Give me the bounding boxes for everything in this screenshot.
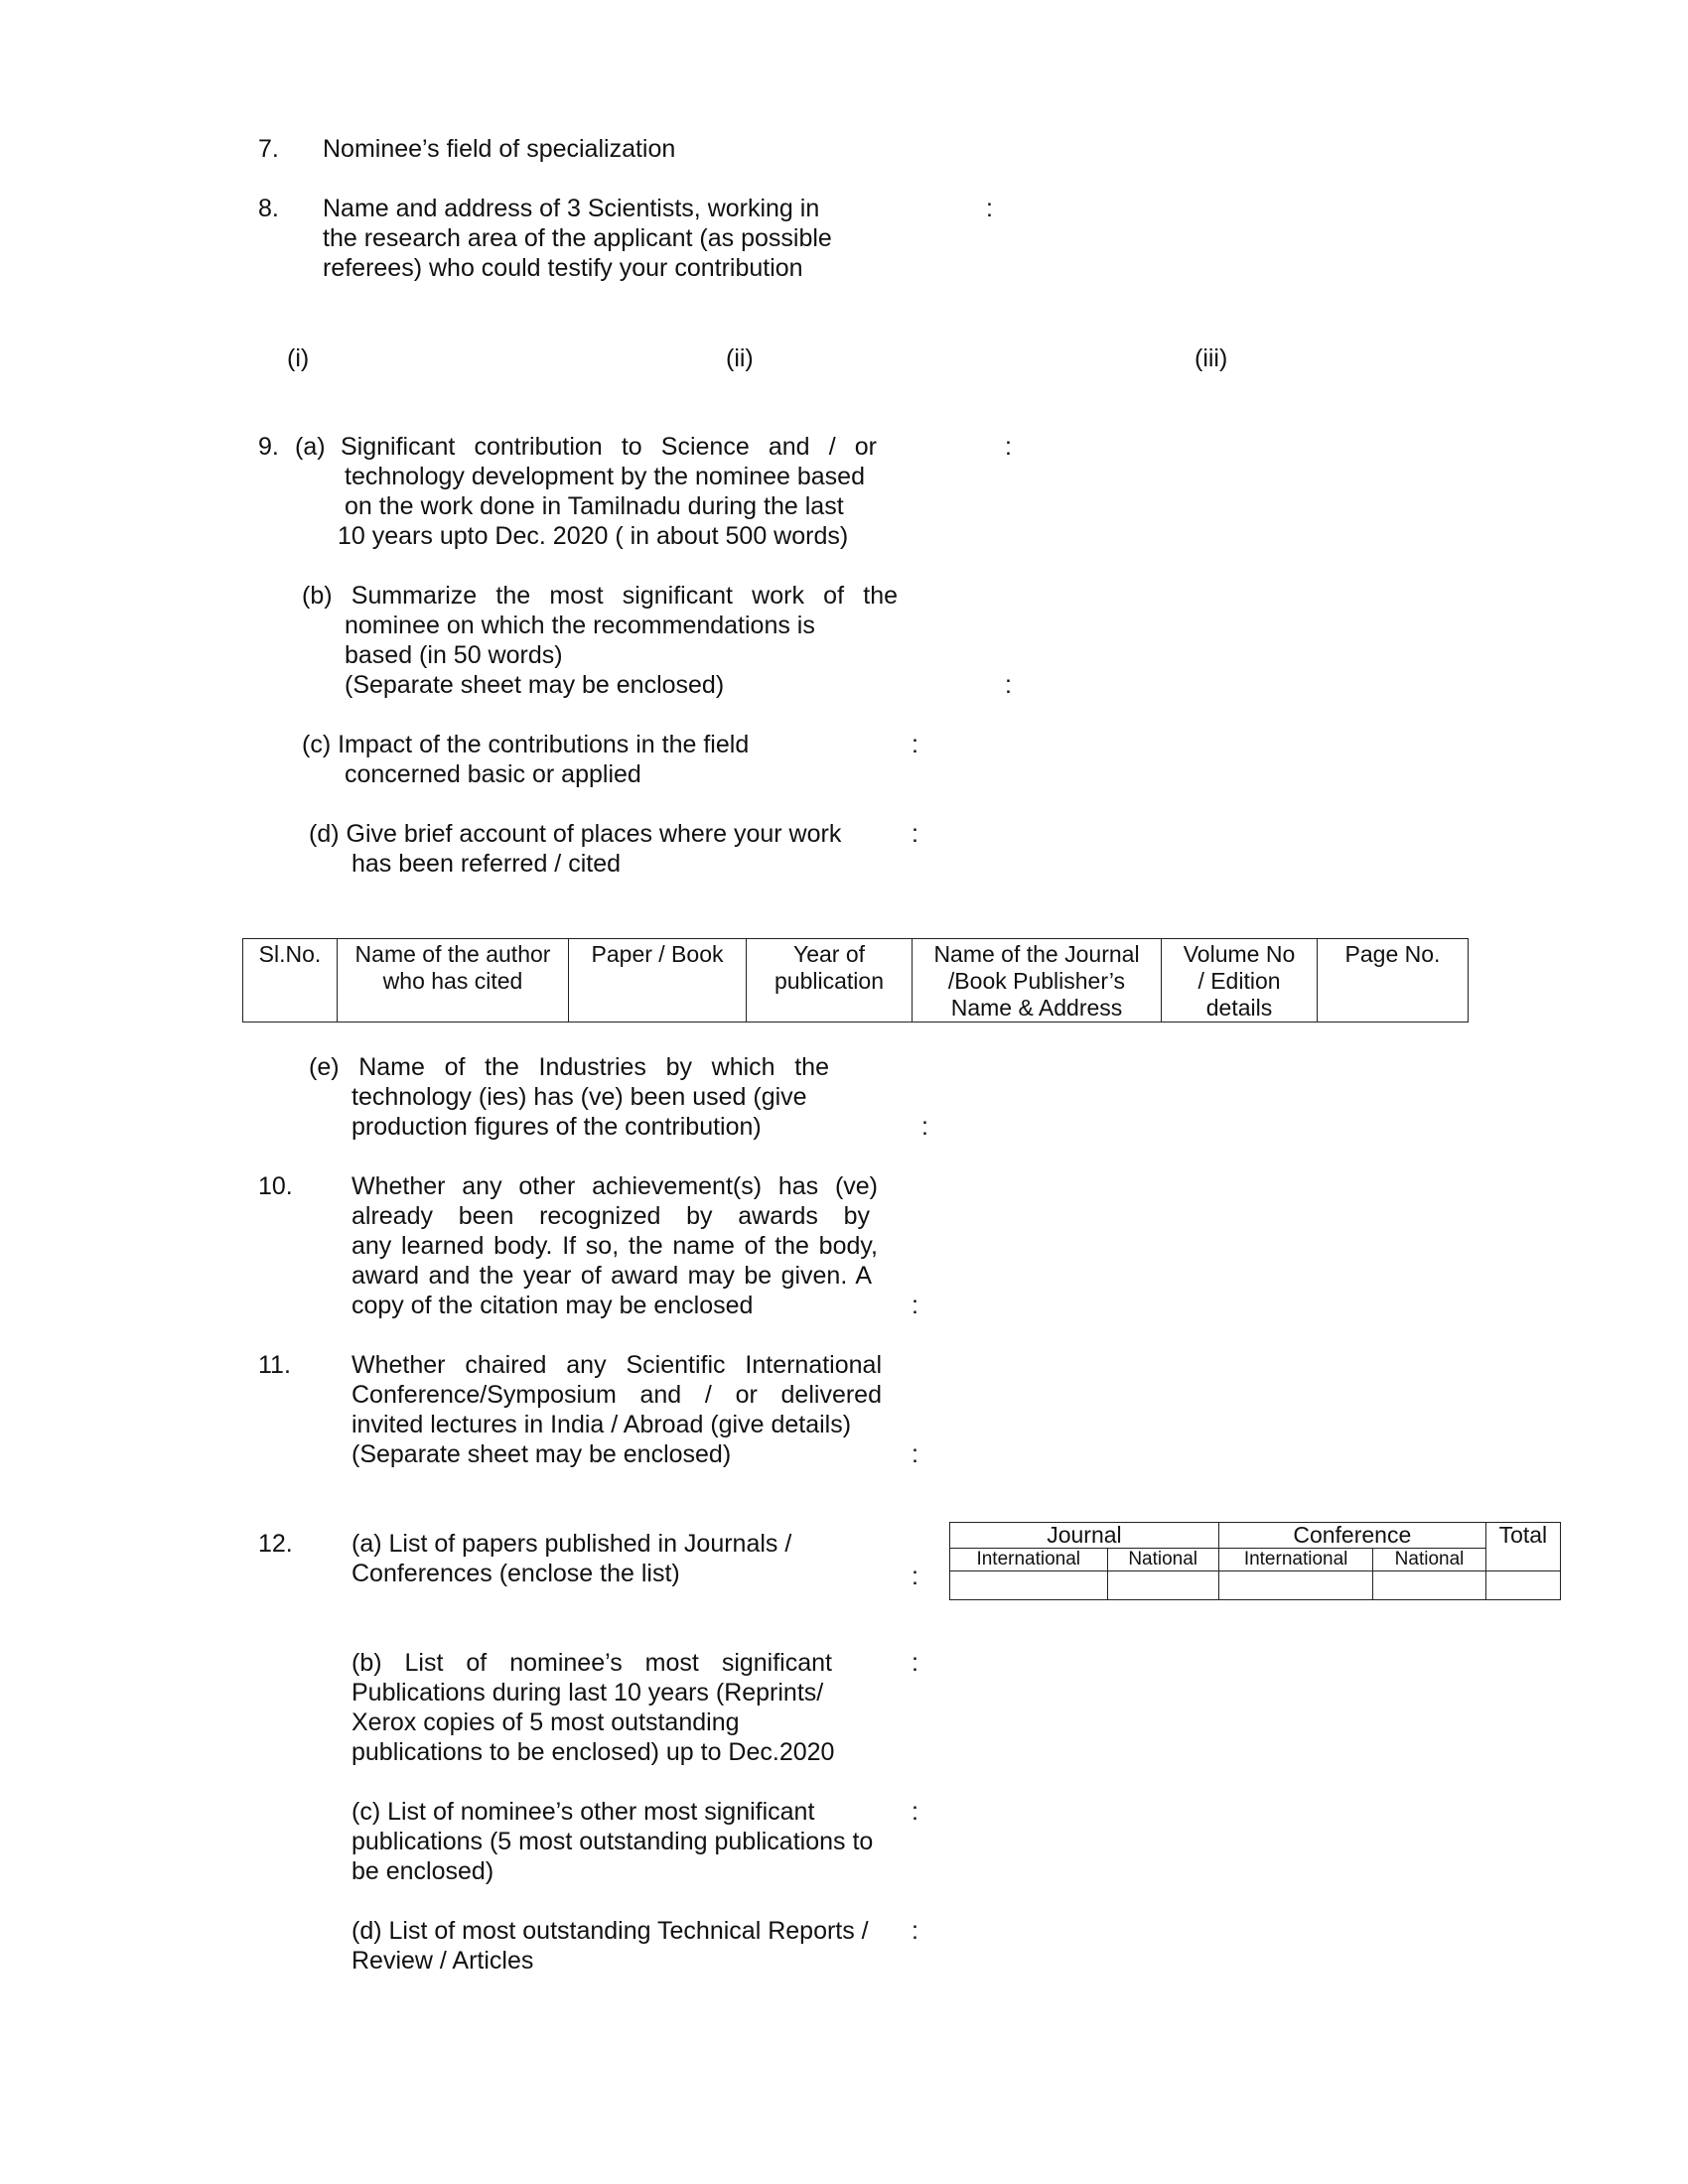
item-10-number: 10. (258, 1172, 293, 1200)
item-9b-label: (b) Summarize the most significant work of the nominee on which the recommendations is based (in 50 words) (Separate sheet may be enclosed) (302, 582, 898, 699)
item-12-number: 12. (258, 1530, 293, 1558)
item-9c-colon: : (912, 731, 918, 758)
item-9e-label: (e) Name of the Industries by which the technology (ies) has (ve) been used (give production figures of the contribution) (309, 1053, 829, 1141)
header-conference-group: Conference (1218, 1523, 1485, 1549)
header-conference-international: International (1218, 1549, 1373, 1571)
item-7-number: 7. (258, 135, 279, 163)
journal-national-cell[interactable] (1107, 1571, 1218, 1600)
item-10-label: Whether any other achievement(s) has (ve) already been recognized by awards by any learned body. If so, the name of the body, award and the year of award may be given. A copy of the citation may be enclosed (352, 1172, 878, 1319)
item-12c-label: (c) List of nominee’s other most significant publications (5 most outstanding publications to be enclosed) (352, 1798, 874, 1885)
total-cell[interactable] (1485, 1571, 1560, 1600)
publication-table-subheader-row (950, 1549, 1561, 1571)
item-9a-colon: : (1005, 433, 1012, 461)
item-10-colon: : (912, 1292, 918, 1319)
item-9e-colon: : (921, 1113, 928, 1141)
conference-international-cell[interactable] (1218, 1571, 1373, 1600)
item-9-number: 9. (258, 433, 279, 461)
citation-table (242, 938, 1469, 1023)
item-8-number: 8. (258, 195, 279, 222)
header-page-no: Page No. (1318, 939, 1469, 1023)
item-9d-colon: : (912, 820, 918, 848)
item-12b-label: (b) List of nominee’s most significant Publications during last 10 years (Reprints/ Xerox copies of 5 most outstanding publications to be enclosed) up to Dec.2020 (352, 1649, 835, 1766)
header-paper-book: Paper / Book (569, 939, 747, 1023)
header-author: Name of the author who has cited (338, 939, 569, 1023)
item-9a-label: Significant contribution to Science and / or technology development by the nominee based on the work done in Tamilnadu during the last 10 years upto Dec. 2020 ( in about 500 words) (338, 433, 877, 550)
header-total: Total (1485, 1523, 1560, 1571)
item-9d-label: (d) Give brief account of places where your work has been referred / cited (309, 820, 842, 878)
header-conference-national: National (1373, 1549, 1485, 1571)
publication-table-group-row (950, 1523, 1561, 1549)
header-sl-no: Sl.No. (243, 939, 338, 1023)
item-12a-colon: : (912, 1563, 918, 1590)
item-8-colon: : (986, 195, 993, 222)
header-journal: Name of the Journal /Book Publisher’s Name & Address (913, 939, 1162, 1023)
item-11-label: Whether chaired any Scientific International Conference/Symposium and / or delivered invited lectures in India / Abroad (give details) (Separate sheet may be enclosed) (352, 1351, 882, 1468)
item-7-label: Nominee’s field of specialization (323, 135, 676, 163)
publication-table-value-row (950, 1571, 1561, 1600)
header-volume: Volume No / Edition details (1162, 939, 1318, 1023)
item-12c-colon: : (912, 1798, 918, 1826)
item-11-colon: : (912, 1440, 918, 1468)
item-12d-colon: : (912, 1917, 918, 1945)
item-11-number: 11. (258, 1351, 291, 1379)
item-8-label: Name and address of 3 Scientists, working in the research area of the applicant (as possible referees) who could testify your contribution (323, 195, 832, 282)
item-12b-colon: : (912, 1649, 918, 1677)
item-12a-label: (a) List of papers published in Journals / Conferences (enclose the list) (352, 1530, 792, 1587)
journal-international-cell[interactable] (950, 1571, 1108, 1600)
header-journal-group: Journal (950, 1523, 1219, 1549)
header-journal-national: National (1107, 1549, 1218, 1571)
referee-3-label: (iii) (1195, 344, 1228, 372)
item-9b-colon: : (1005, 671, 1012, 699)
header-journal-international: International (950, 1549, 1108, 1571)
item-12d-label: (d) List of most outstanding Technical Reports / Review / Articles (352, 1917, 869, 1975)
publication-count-table (949, 1522, 1561, 1600)
conference-national-cell[interactable] (1373, 1571, 1485, 1600)
header-year: Year of publication (747, 939, 913, 1023)
item-9c-label: (c) Impact of the contributions in the field concerned basic or applied (302, 731, 750, 788)
referee-2-label: (ii) (726, 344, 754, 372)
item-9a-mark: (a) (295, 433, 326, 461)
citation-table-header-row (243, 939, 1469, 1023)
referee-1-label: (i) (287, 344, 310, 372)
